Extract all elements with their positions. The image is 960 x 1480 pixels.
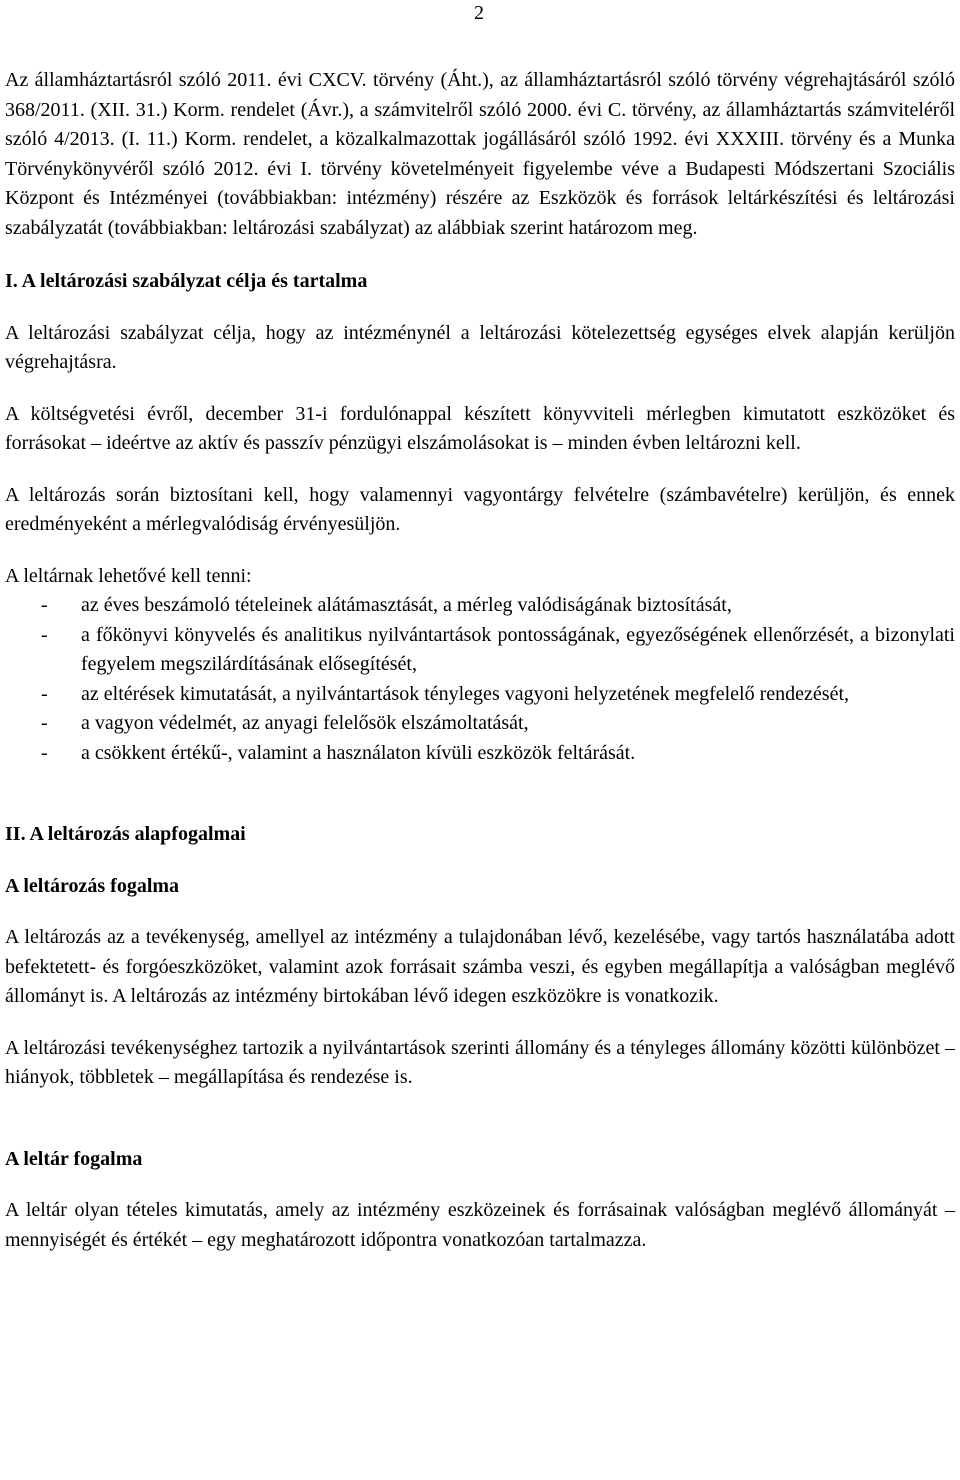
list-dash: - [41,594,48,616]
section-heading-2: II. A leltározás alapfogalmai [5,823,246,845]
list-item: - a főkönyvi könyvelés és analitikus nyilvántartások pontosságának, egyezőségének ellenőrzését, a bizonylati fegyelem megszilárdításának elősegítését, [5,621,955,680]
section2-paragraph-2: A leltározási tevékenységhez tartozik a nyilvántartások szerinti állomány és a tényleges állomány közötti különbözet – hiányok, többletek – megállapítása és rendezése is. [5,1036,955,1088]
subheading-leltarozas-fogalma: A leltározás fogalma [5,874,180,897]
intro-paragraph: Az államháztartásról szóló 2011. évi CXCV. törvény (Áht.), az államháztartásról szóló törvény végrehajtásáról szóló 368/2011. (XII. 31.) Korm. rendelet (Ávr.), a számvitelről szóló 2000. évi C. törvény, az államháztartás számviteléről szóló 4/2013. (I. 11.) Korm. rendelet, a közalkalmazottak jogállásáról szóló 1992. évi XXXIII. törvény és a Munka Törvénykönyvéről szóló 2012. évi I. törvény követelményeit figyelembe véve a Budapesti Módszertani Szociális Központ és Intézményei (továbbiakban: intézmény) részére az Eszközök és források leltárkészítési és leltározási szabályzatát (továbbiakban: leltározási szabályzat) az alábbiak szerint határozom meg. [5,69,955,239]
list-item: - az éves beszámoló tételeinek alátámasztását, a mérleg valódiságának biztosítását, [5,591,955,621]
section1-paragraph-2: A költségvetési évről, december 31-i fordulónappal készített könyvviteli mérlegben kimutatott eszközöket és forrásokat – ideértve az aktív és passzív pénzügyi elszámolásokat is – minden évben leltározni kell. [5,402,955,454]
list-dash: - [41,712,48,734]
section2-paragraph-3: A leltár olyan tételes kimutatás, amely az intézmény eszközeinek és forrásainak valóságban meglévő állományát – mennyiségét és értékét – egy meghatározott időpontra vonatkozóan tartalmazza. [5,1199,955,1251]
section-heading-1: I. A leltározási szabályzat célja és tartalma [5,270,368,292]
list-intro: A leltárnak lehetővé kell tenni: [5,564,252,587]
section2-paragraph-1: A leltározás az a tevékenység, amellyel az intézmény a tulajdonában lévő, kezelésébe, vagy tartós használatába adott befektetett- és forgóeszközöket, valamint azok forrásait számba veszi, és egyben megállapítja a valóságban meglévő állományt is. A leltározás az intézmény birtokában lévő idegen eszközökre is vonatkozik. [5,926,955,1007]
list-dash: - [41,741,48,764]
document-body [5,66,955,1255]
list-item: - a vagyon védelmét, az anyagi felelősök elszámoltatását, [5,709,955,739]
subheading-leltar-fogalma: A leltár fogalma [5,1147,143,1170]
list-dash: - [41,623,48,646]
section1-paragraph-3: A leltározás során biztosítani kell, hogy valamennyi vagyontárgy felvételre (számbavételre) kerüljön, és ennek eredményeként a mérlegvalódiság érvényesüljön. [5,483,955,535]
list-dash: - [41,682,48,705]
purpose-list [5,591,955,768]
section1-paragraph-1: A leltározási szabályzat célja, hogy az intézménynél a leltározási kötelezettség egységes elvek alapján kerüljön végrehajtásra. [5,321,955,373]
list-item: - a csökkent értékű-, valamint a használaton kívüli eszközök feltárását. [5,739,955,769]
page-number: 2 [474,2,484,24]
list-item: - az eltérések kimutatását, a nyilvántartások tényleges vagyoni helyzetének megfelelő rendezését, [5,680,955,710]
